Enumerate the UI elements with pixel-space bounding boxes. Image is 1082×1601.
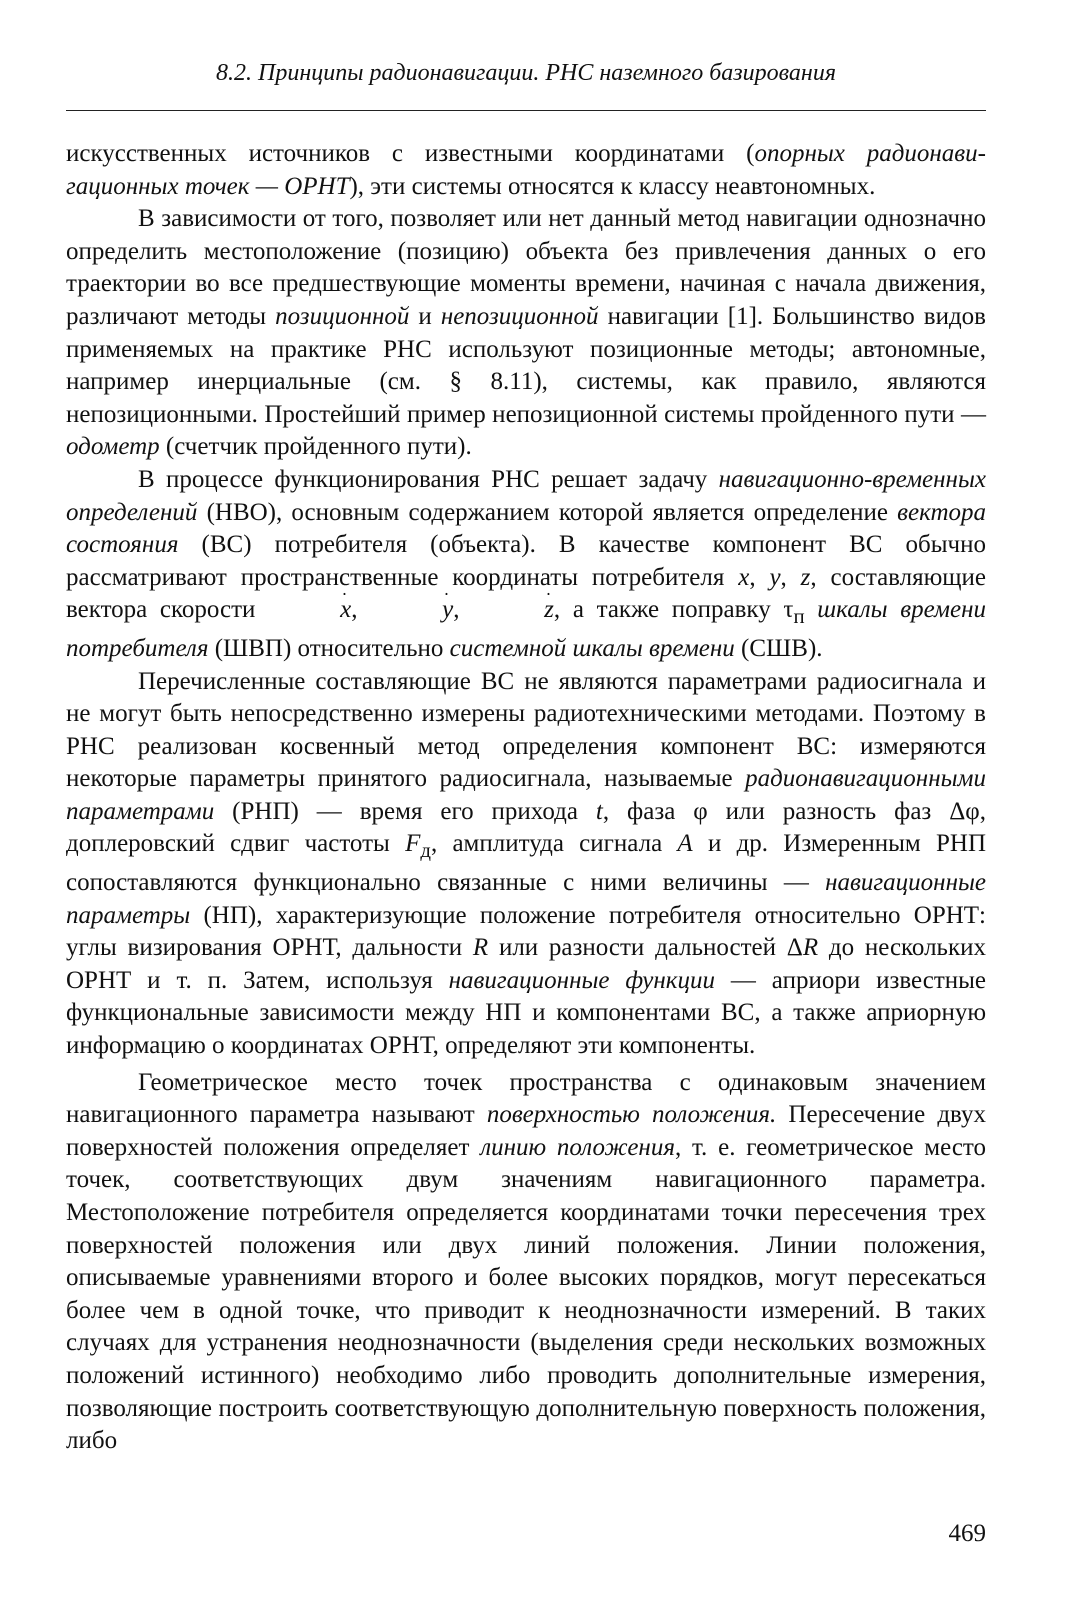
text: , [351,596,371,624]
text: ), эти системы относятся к классу неавтономных. [349,172,876,200]
text: (НВО), основным содержанием которой является определение [197,498,898,526]
variable: R [802,934,819,962]
term: поверхностью положения. [486,1101,777,1129]
text: , амплитуда сигнала [430,830,678,858]
text: навигации [1]. Большинство видов применяемых на практике РНС используют позиционные методы; автономные, например инерциальные (см. § 8.11), системы, как правило, являются непозиционными. Простейший пример непозиционной системы пройденного пути — [66,302,986,428]
term: линию положения [480,1133,675,1161]
text: до нескольких ОРНТ и т. п. Затем, используя [66,934,986,994]
text: , а также поправку [553,596,784,624]
paragraph-4 [66,666,986,1063]
term: позиционной [275,302,410,330]
text: (ШВП) относительно [208,634,450,662]
text: , фаза φ или разность фаз Δφ, доплеровский сдвиг частоты [66,797,986,858]
dot-variable: ˙ z [472,594,554,627]
text: (ВС) потребителя (объекта). В качестве компонент ВС обычно рассматривают пространственные координаты потребителя [66,531,986,591]
text: Перечисленные составляющие ВС не являются параметрами радиосигнала и не могут быть непосредственно измерены радиотехническими методами. Поэтому в РНС реализован косвенный метод определения компонент ВС: измеряются некоторые параметры принятого радиосигнала, называемые [66,667,986,793]
term: навигационно-временных определений [66,465,986,526]
variable: F [405,830,421,858]
text: В зависимости от того, позволяет или нет данный метод навигации однозначно определить местоположение (позицию) объекта без привлечения данных о его траектории во все предшествующие моменты времени, начиная с начала движения, различают методы [66,205,986,330]
text: (НП), характеризующие положение потребителя относительно ОРНТ: углы визирования ОРНТ, дальности [66,901,986,962]
running-header: 8.2. Принципы радионавигации. РНС наземного базирования [216,60,836,86]
text: Геометрическое место точек пространства с одинаковым значением навигационного параметра называют [66,1068,986,1129]
tau-symbol: τ [783,596,794,624]
text: , т. е. геометрическое место точек, соответствующих двум значениям навигационного параметра. Местоположение потребителя определяется координатами точки пересечения трех поверхностей положения или двух линий положения. Линии положения, описываемые уравнениями второго и более высоких порядков, могут пересекаться более чем в одной точке, что приводит к неоднозначности измерений. В таких случаях для устранения неоднозначности (выделения среди нескольких возможных положений истинного) необходимо либо проводить дополнительные измерения, позволяющие построить соответствующую дополнительную поверхность положения, либо [66,1133,987,1455]
paragraph-5 [66,1067,986,1458]
text: , составляющие вектора скорости [66,563,987,624]
paragraph-1 [66,138,986,203]
text [805,596,818,623]
text: В процессе функционирования РНС решает задачу [138,465,719,493]
variable: A [677,830,693,858]
term: непозиционной [440,302,599,330]
term: вектора состояния [66,498,986,559]
term: системной шкалы времени [449,634,735,662]
term: опорных радионавигационных точек — ОРНТ [66,140,986,200]
variable: x [738,563,750,591]
body-text [66,138,986,1458]
text: и [409,302,441,330]
text: (РНП) — время его прихода [214,797,596,825]
variable: y [769,563,781,591]
text: , [749,563,770,591]
text: , [780,563,801,591]
term: шкалы времени потребителя [66,596,987,662]
term: радионавигационными параметрами [66,765,986,825]
paragraph-3 [66,464,986,666]
page-number: 469 [948,1520,986,1547]
text: или разности дальностей Δ [488,934,803,962]
text: искусственных источников с известными координатами ( [66,140,755,167]
term: одометр [66,433,160,461]
header-rule [66,110,986,111]
term: навигационные параметры [66,869,986,929]
subscript: п [793,604,805,629]
text: (счетчик пройденного пути). [159,433,472,461]
term: навигационные функции [448,966,716,994]
variable: z [800,563,811,591]
text: и др. Измеренным РНП сопоставляются функционально связанные с ними величины — [66,830,986,897]
variable: t [595,797,603,825]
text: (СШВ). [734,634,823,662]
dot-variable: ˙ y [370,594,453,627]
paragraph-2 [66,203,986,464]
variable: R [472,934,489,962]
text: , [453,596,473,624]
dot-variable: ˙ x [268,594,351,627]
text: — априори известные функциональные зависимости между НП и компонентами ВС, а также априорную информацию о координатах ОРНТ, определяют эти компоненты. [66,966,987,1060]
text: Пересечение двух поверхностей положения определяет [66,1101,986,1161]
subscript: д [420,838,431,863]
